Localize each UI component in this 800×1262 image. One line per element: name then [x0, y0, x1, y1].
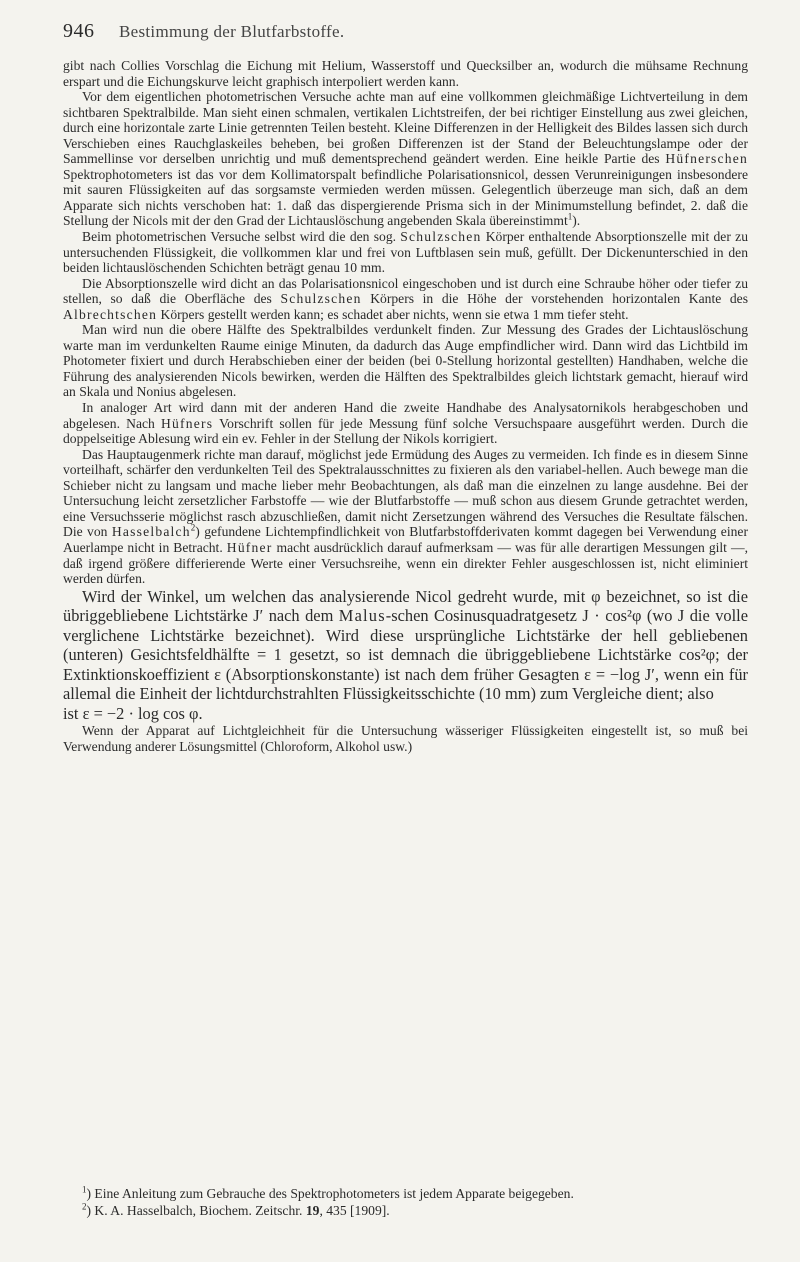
paragraph-text: Vor dem eigentlichen photometrischen Versuche achte man auf eine vollkommen gleichmäßige Lichtverteilung in dem sichtbaren Spektralbilde. Man sieht einen schmalen, vertikalen Lichtstreifen, der bei richtiger Einstellung aus zwei gleichen, durch eine horizontale zarte Linie getrennten Teilen besteht. Kleine Differenzen in der Helligkeit des Bildes lassen sich durch Verschieben eines Rauchglaskeiles beheben, bei großen Differenzen ist der Stand der Beleuchtungslampe oder der Sammellinse vor derselben unrichtig und muß dementsprechend geändert werden. Eine heikle Partie des	[63, 89, 748, 167]
paragraph-text: Körper enthaltende Absorptionszelle mit der zu untersuchenden Flüssigkeit, die vollkommen klar und frei von Luftblasen sein muß, gefüllt. Der Dickenunterschied in den beiden lichtauslöschenden Schichten beträgt genau 10 mm.	[63, 229, 748, 276]
footnote-2	[63, 1202, 748, 1219]
page-header	[63, 20, 760, 48]
footnote-ref: 2	[190, 522, 196, 533]
footnote-text: , 435 [1909].	[319, 1203, 390, 1218]
paragraph-text: Körpers gestellt werden kann; es schadet aber nichts, wenn sie etwa 1 mm tiefer steht.	[157, 306, 629, 322]
paragraph-text: Körpers in die Höhe der vorstehenden horizontalen Kante des	[361, 291, 748, 307]
page-body	[63, 58, 748, 754]
paragraph-text: Wird der Winkel, um welchen das analysierende Nicol gedreht wurde, mit φ bezeichnet, so ist die übriggebliebene Lichtstärke J′ nach dem	[63, 586, 748, 626]
paragraph-text: Wenn der Apparat auf Lichtgleichheit für die Untersuchung wässeriger Flüssigkeiten eingestellt ist, so muß bei Verwendung anderer Lösungsmittel (Chloroform, Alkohol usw.)	[63, 723, 748, 754]
author-name: Schulzschen	[280, 291, 362, 307]
paragraph-loesungsmittel	[63, 723, 748, 754]
paragraph-text: gibt nach Collies Vorschlag die Eichung mit Helium, Wasserstoff und Quecksilber an, wodurch die mühsame Rechnung erspart und die Eichungskurve leicht graphisch interpoliert werden kann.	[63, 58, 748, 89]
author-name: Albrechtschen	[63, 306, 158, 322]
paragraph-text: Die Absorptionszelle wird dicht an das Polarisationsnicol eingeschoben und ist durch eine Schraube höher oder tiefer zu stellen, so daß die Oberfläche des	[63, 275, 748, 307]
running-title: Bestimmung der Blutfarbstoffe.	[119, 22, 345, 41]
paragraph-schraube	[63, 276, 748, 323]
paragraph-text: ).	[572, 213, 581, 229]
paragraph-lichtverteilung	[63, 89, 748, 229]
paragraph-text: ) gefundene Lichtempfindlichkeit von Blutfarbstoffderivaten kommt dagegen bei Verwendung einer Auerlampe nicht in Betracht.	[63, 524, 748, 555]
footnote-ref: 1	[567, 211, 573, 222]
formula: ist ε = −2 · log cos φ.	[63, 703, 203, 723]
paragraph-eichung	[63, 58, 748, 89]
paragraph-text: Vorschrift sollen für jede Messung fünf solche Versuchspaare ausgeführt werden. Durch die doppelseitige Ablesung wird ein ev. Fehler in der Stellung der Nikols korrigiert.	[63, 415, 749, 447]
page-number: 946	[63, 20, 95, 42]
paragraph-absorptionszelle	[63, 229, 748, 276]
author-name: Hasselbalch	[111, 524, 191, 540]
paragraph-text: Man wird nun die obere Hälfte des Spektralbildes verdunkelt finden. Zur Messung des Grades der Lichtauslöschung warte man im verdunkelten Raume einige Minuten, da dadurch das Auge empfindlicher wird. Dann wird das Lichtbild im Photometer fixiert und durch Herabschieben einer der beiden (bei 0-Stellung horizontal gestellten) Handhaben, welche die Führung des analysierenden Nicols bewirken, werden die Hälften des Spektralbildes gleich lichtstark gemacht, hierauf wird an Skala und Nonius abgelesen.	[63, 322, 748, 400]
author-name: Hüfner	[226, 539, 273, 555]
author-name: Hüfnerschen	[665, 151, 748, 167]
paragraph-text: Spektrophotometers ist das vor dem Kollimatorspalt befindliche Polarisationsnicol, dessen Verunreinigungen insbesondere mit sauren Flüssigkeiten auf das sorgsamste vermieden werden müssen. Gelegentlich überzeuge man sich, daß an dem Apparate sich nichts verschoben hat: 1. daß das dispergierende Prisma sich in der Minimumstellung befindet, 2. daß die Stellung der Nicols mit der den Grad der Lichtauslöschung angebenden Skala übereinstimmt	[63, 166, 748, 229]
paragraph-text: macht ausdrücklich darauf aufmerksam — was für alle derartigen Messungen gilt —, daß irgend größere differierende Werte einer Versuchsreihe, wenn ein direkter Fehler ausgeschlossen ist, nicht eliminiert werden dürfen.	[63, 539, 749, 587]
paragraph-analysator	[63, 400, 748, 447]
paragraph-text: In analoger Art wird dann mit der anderen Hand die zweite Handhabe des Analysatornikols herabgeschoben und abgelesen. Nach	[63, 400, 748, 431]
footnote-text: ) K. A. Hasselbalch, Biochem. Zeitschr.	[86, 1203, 306, 1218]
footnotes	[63, 1185, 748, 1219]
footnote-1	[63, 1185, 748, 1202]
formula-line	[63, 704, 748, 724]
footnote-volume: 19	[305, 1203, 320, 1218]
author-name: Malus	[338, 606, 386, 626]
paragraph-text: Beim photometrischen Versuche selbst wird die den sog.	[82, 229, 401, 245]
author-name: Schulzschen	[400, 229, 482, 245]
paragraph-text: Das Hauptaugenmerk richte man darauf, möglichst jede Ermüdung des Auges zu vermeiden. Ich finde es in diesem Sinne vorteilhaft, schärfer den verdunkelten Teil des Spektralausschnittes zu fixieren als den variabel-hellen. Auch bewege man die Schieber nicht zu langsam und mache lieber mehr Beobachtungen, als daß man die einzelnen zu lange ausdehne. Bei der Untersuchung leicht zersetzlicher Farbstoffe — wie der Blutfarbstoffe — muß schon aus diesem Grunde getrachtet werden, eine Versuchsserie möglichst rasch abzuschließen, damit nicht Zersetzungen während des Versuches die Resultate fälschen. Die von	[63, 446, 748, 540]
author-name: Hüfners	[161, 415, 214, 431]
footnote-text: ) Eine Anleitung zum Gebrauche des Spektrophotometers ist jedem Apparate beigegeben.	[86, 1186, 574, 1201]
footnote-mark: 1	[82, 1184, 87, 1195]
paragraph-messung	[63, 322, 748, 400]
paragraph-malus	[63, 587, 748, 704]
paragraph-ermuedung	[63, 447, 748, 587]
footnote-mark: 2	[82, 1201, 87, 1212]
paragraph-text: -schen Cosinusquadratgesetz J · cos²φ (wo J die volle verglichene Lichtstärke bezeichnet). Wird diese ursprüngliche Lichtstärke der hell gebliebenen (unteren) Gesichtsfeldhälfte = 1 gesetzt, so ist demnach die übriggebliebene Lichtstärke cos²φ; der Extinktionskoeffizient ε (Absorptionskonstante) ist nach dem früher Gesagten ε = −log J′, wenn ein für allemal die Einheit der lichtdurchstrahlten Flüssigkeitsschichte (10 mm) zum Vergleiche dient; also	[63, 606, 748, 704]
